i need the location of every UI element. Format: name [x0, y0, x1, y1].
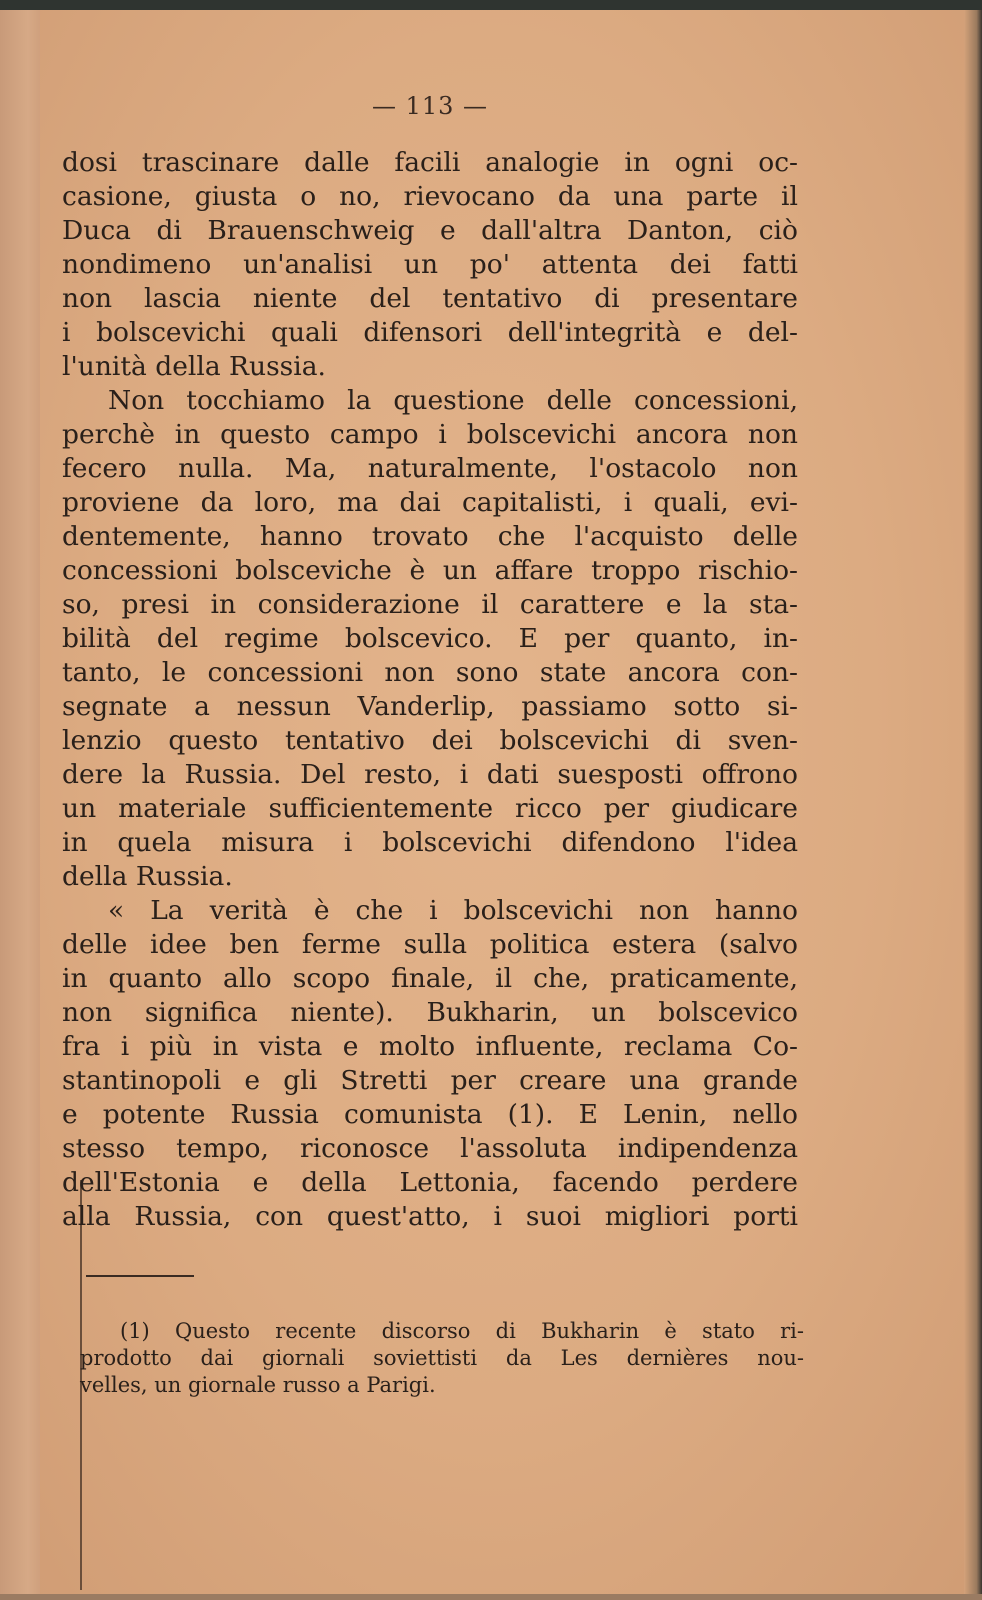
text-line: lenzio questo tentativo dei bolscevichi di sven- [62, 725, 798, 756]
text-line: concessioni bolsceviche è un affare troppo rischio- [62, 555, 798, 586]
text-line: perchè in questo campo i bolscevichi ancora non [62, 419, 798, 450]
text-line: e potente Russia comunista (1). E Lenin, nello [62, 1099, 798, 1130]
text-line: fra i più in vista e molto influente, reclama Co- [62, 1031, 798, 1062]
page-number: — 113 — [371, 92, 489, 120]
right-page-edge [964, 10, 982, 1600]
text-line: « La verità è che i bolscevichi non hanno [108, 895, 798, 926]
text-line: non lascia niente del tentativo di presentare [62, 283, 798, 314]
text-line: nondimeno un'analisi un po' attenta dei fatti [62, 249, 798, 280]
text-line: tanto, le concessioni non sono state ancora con- [62, 657, 798, 688]
text-line: casione, giusta o no, rievocano da una parte il [62, 181, 798, 212]
text-line: Duca di Brauenschweig e dall'altra Danton, ciò [62, 215, 798, 246]
text-line: l'unità della Russia. [62, 351, 326, 382]
footnote-line: prodotto dai giornali soviettisti da Les dernières nou- [80, 1346, 804, 1370]
text-line: Non tocchiamo la questione delle concessioni, [108, 385, 798, 416]
text-line: i bolscevichi quali difensori dell'integrità e del- [62, 317, 798, 348]
text-line: non significa niente). Bukharin, un bolscevico [62, 997, 798, 1028]
text-line: so, presi in considerazione il carattere e la sta- [62, 589, 798, 620]
body-text [62, 146, 798, 1234]
text-line: delle idee ben ferme sulla politica estera (salvo [62, 929, 798, 960]
text-line: dosi trascinare dalle facili analogie in ogni oc- [62, 147, 798, 178]
text-line: dell'Estonia e della Lettonia, facendo perdere [62, 1167, 798, 1198]
text-line: in quela misura i bolscevichi difendono l'idea [62, 827, 798, 858]
left-margin-strip [0, 10, 40, 1600]
text-line: dere la Russia. Del resto, i dati suesposti offrono [62, 759, 798, 790]
footnote-line: (1) Questo recente discorso di Bukharin è stato ri- [120, 1319, 804, 1343]
text-line: stesso tempo, riconosce l'assoluta indipendenza [62, 1133, 798, 1164]
footnote-line: velles, un giornale russo a Parigi. [80, 1373, 436, 1397]
text-line: proviene da loro, ma dai capitalisti, i quali, evi- [62, 487, 798, 518]
page-top-edge [0, 0, 982, 10]
page-bottom-edge [0, 1594, 982, 1600]
text-line: della Russia. [62, 861, 233, 892]
text-line: dentemente, hanno trovato che l'acquisto delle [62, 521, 798, 552]
text-line: alla Russia, con quest'atto, i suoi migliori porti [62, 1201, 798, 1232]
text-line: in quanto allo scopo finale, il che, praticamente, [62, 963, 798, 994]
text-line: fecero nulla. Ma, naturalmente, l'ostacolo non [62, 453, 798, 484]
footnote-rule [86, 1275, 194, 1277]
text-line: stantinopoli e gli Stretti per creare una grande [62, 1065, 798, 1096]
text-line: un materiale sufficientemente ricco per giudicare [62, 793, 798, 824]
text-line: segnate a nessun Vanderlip, passiamo sotto si- [62, 691, 798, 722]
footnote [80, 1318, 804, 1399]
text-line: bilità del regime bolscevico. E per quanto, in- [62, 623, 798, 654]
